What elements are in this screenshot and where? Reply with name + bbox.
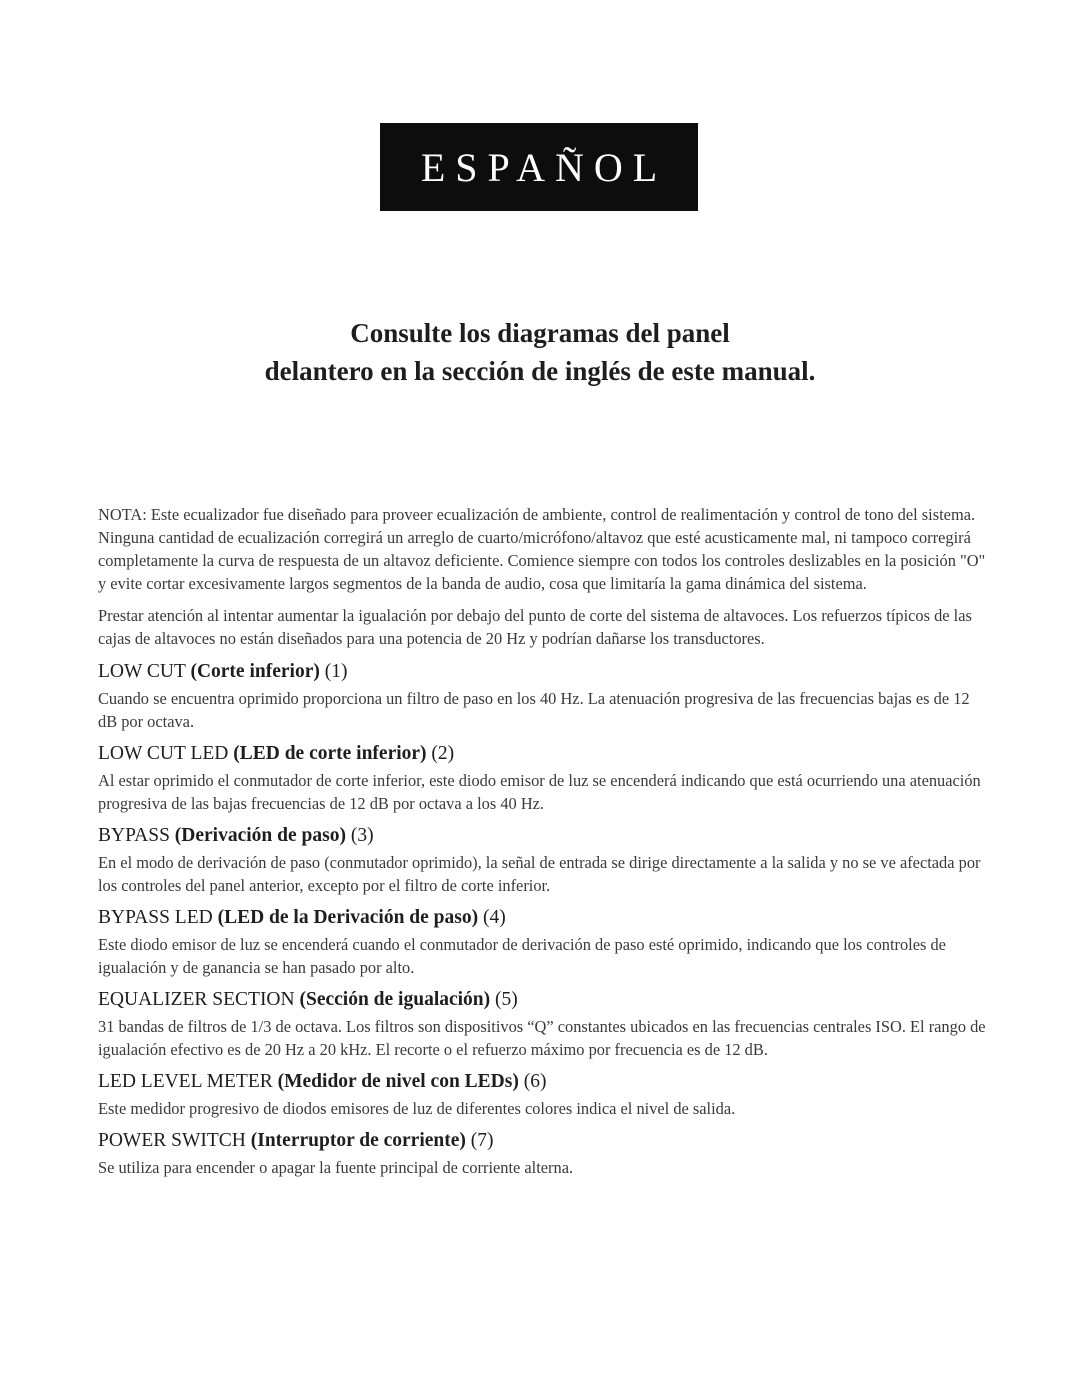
section-subtitle: (LED de corte inferior) xyxy=(233,743,427,764)
section-body: Este diodo emisor de luz se encenderá cuando el conmutador de derivación de paso esté oprimido, indicando que los controles de igualación y de ganancia se han pasado por alto. xyxy=(98,935,946,977)
note-text: Este ecualizador fue diseñado para proveer ecualización de ambiente, control de realimentación y control de tono del sistema. Ninguna cantidad de ecualización corregirá un arreglo de cuarto/micrófono/altavoz que esté acusticamente mal, ni tampoco corregirá completamente la curva de respuesta de un altavoz deficiente. Comience siempre con todos los controles deslizables en la posición "O" y evite cortar excesivamente largos segmentos de la banda de audio, cosa que limitaría la gama dinámica del sistema. xyxy=(98,505,986,593)
section-subtitle: (Interruptor de corriente) xyxy=(250,1130,466,1151)
section-number: (3) xyxy=(350,825,374,846)
section-name: EQUALIZER SECTION xyxy=(98,989,295,1010)
section-low-cut-led xyxy=(98,741,990,815)
section-subtitle: (Sección de igualación) xyxy=(299,989,491,1010)
section-title xyxy=(98,905,990,931)
section-subtitle: (Medidor de nivel con LEDs) xyxy=(277,1071,519,1092)
section-title xyxy=(98,741,990,767)
note-label: NOTA: xyxy=(98,505,147,524)
section-name: LOW CUT xyxy=(98,661,186,682)
section-name: POWER SWITCH xyxy=(98,1130,246,1151)
banner-title: ESPAÑOL xyxy=(420,144,668,190)
section-title xyxy=(98,987,990,1013)
section-name: BYPASS xyxy=(98,825,170,846)
section-body: Este medidor progresivo de diodos emisores de luz de diferentes colores indica el nivel de salida. xyxy=(98,1099,736,1118)
section-title xyxy=(98,1069,990,1095)
section-title xyxy=(98,659,990,685)
section-body: En el modo de derivación de paso (conmutador oprimido), la señal de entrada se dirige directamente a la salida y no se ve afectada por los controles del panel anterior, excepto por el filtro de corte inferior. xyxy=(98,853,981,895)
section-equalizer xyxy=(98,987,990,1061)
section-number: (6) xyxy=(523,1071,547,1092)
heading-line-1: Consulte los diagramas del panel xyxy=(350,318,730,348)
section-subtitle: (Corte inferior) xyxy=(190,661,320,682)
heading-line-2: delantero en la sección de inglés de este manual. xyxy=(264,356,816,386)
caution-paragraph: Prestar atención al intentar aumentar la igualación por debajo del punto de corte del sistema de altavoces. Los refuerzos típicos de las cajas de altavoces no están diseñados para una potencia de 20 Hz y podrían dañarse los transductores. xyxy=(98,606,972,648)
section-number: (1) xyxy=(324,661,348,682)
section-led-level-meter xyxy=(98,1069,990,1120)
note-paragraph xyxy=(98,503,990,595)
section-title xyxy=(98,823,990,849)
section-name: LED LEVEL METER xyxy=(98,1071,273,1092)
section-body: Cuando se encuentra oprimido proporciona un filtro de paso en los 40 Hz. La atenuación progresiva de las frecuencias bajas es de 12 dB por octava. xyxy=(98,689,970,731)
section-body: Se utiliza para encender o apagar la fuente principal de corriente alterna. xyxy=(98,1158,574,1177)
section-power-switch xyxy=(98,1128,990,1179)
section-low-cut xyxy=(98,659,990,733)
section-bypass xyxy=(98,823,990,897)
section-name: BYPASS LED xyxy=(98,907,213,928)
language-banner xyxy=(380,123,698,211)
section-name: LOW CUT LED xyxy=(98,743,229,764)
section-body: Al estar oprimido el conmutador de corte inferior, este diodo emisor de luz se encenderá indicando que está ocurriendo una atenuación progresiva de las bajas frecuencias de 12 dB por octava a los 40 Hz. xyxy=(98,771,981,813)
section-title xyxy=(98,1128,990,1154)
section-subtitle: (Derivación de paso) xyxy=(174,825,346,846)
section-number: (4) xyxy=(483,907,506,928)
section-number: (2) xyxy=(431,743,455,764)
section-body: 31 bandas de filtros de 1/3 de octava. Los filtros son dispositivos “Q” constantes ubicados en las frecuencias centrales ISO. El rango de igualación efectivo es de 20 Hz a 20 kHz. El recorte o el refuerzo máximo por frecuencia es de 12 dB. xyxy=(98,1017,986,1059)
section-bypass-led xyxy=(98,905,990,979)
section-number: (5) xyxy=(495,989,518,1010)
section-subtitle: (LED de la Derivación de paso) xyxy=(217,907,479,928)
section-number: (7) xyxy=(470,1130,494,1151)
manual-content xyxy=(98,503,990,1187)
page-heading xyxy=(0,314,1080,390)
